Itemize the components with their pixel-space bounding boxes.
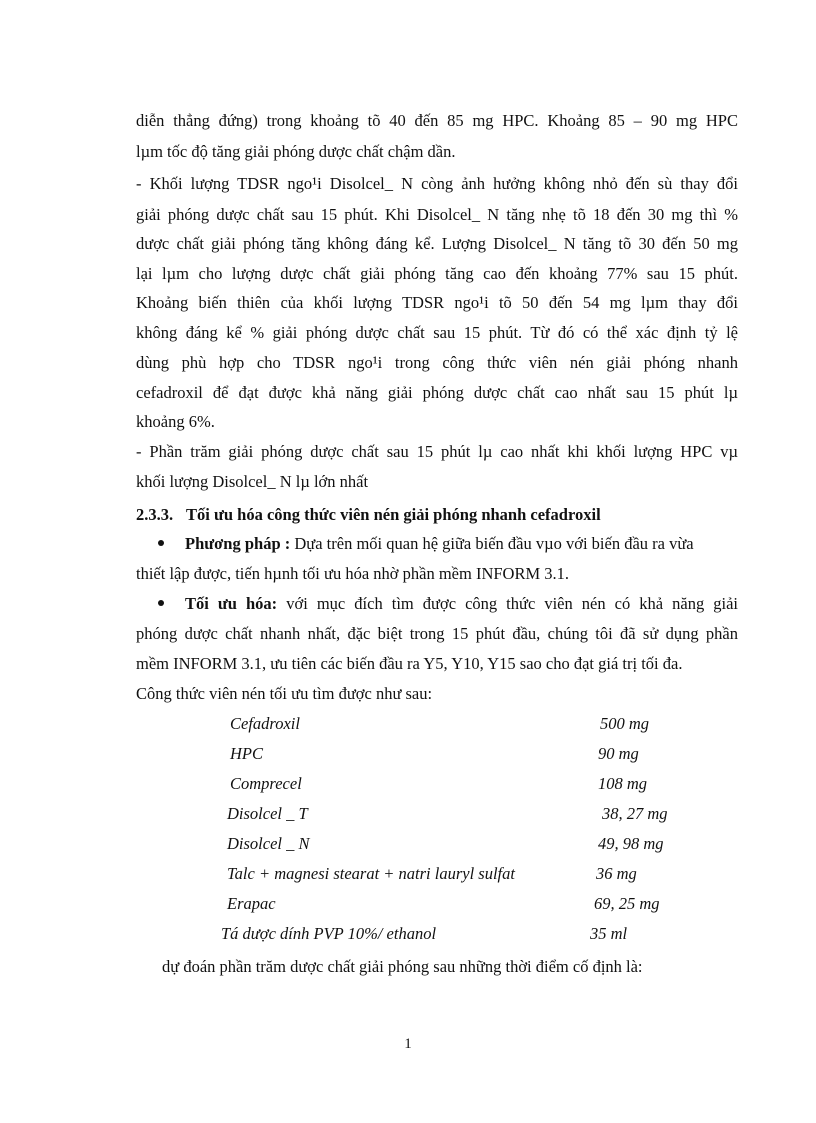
recipe-ingredient: Disolcel _ N xyxy=(227,834,310,853)
optimize-line xyxy=(185,592,738,616)
recipe-ingredient: Disolcel _ T xyxy=(227,804,308,823)
paragraph-line: khối lượng Disolcel_ N lµ lớn nhất xyxy=(136,472,369,491)
recipe-amount: 35 ml xyxy=(590,924,628,943)
recipe-amount: 36 mg xyxy=(596,864,637,883)
paragraph-line: khoảng 6%. xyxy=(136,412,215,431)
page-number: 1 xyxy=(404,1036,412,1052)
recipe-ingredient: Tá dược dính PVP 10%/ ethanol xyxy=(221,924,437,943)
recipe-ingredient: Comprecel xyxy=(230,774,302,793)
paragraph-line: lµm tốc độ tăng giải phóng dược chất chậm dần. xyxy=(136,142,456,161)
recipe-ingredient: Cefadroxil xyxy=(230,714,300,733)
paragraph-line: lại lµm cho lượng dược chất giải phóng tăng cao đến khoảng 77% sau 15 phút. xyxy=(136,264,738,283)
paragraph-line: Khoảng biến thiên của khối lượng TDSR ngo¹i tõ 50 đến 54 mg lµm thay đổi xyxy=(136,293,738,312)
recipe-ingredient: Talc + magnesi stearat + natri lauryl sulfat xyxy=(227,864,515,883)
closing-line: dự đoán phần trăm dược chất giải phóng sau những thời điểm cố định là: xyxy=(162,957,643,976)
optimize-label: Tối ưu hóa: xyxy=(185,594,278,613)
recipe-amount: 69, 25 mg xyxy=(594,894,660,913)
paragraph-line: dùng phù hợp cho TDSR ngo¹i trong công thức viên nén giải phóng nhanh xyxy=(136,353,738,372)
optimize-text: với mục đích tìm được công thức viên nén có khả năng giải xyxy=(277,594,738,613)
section-title: Tối ưu hóa công thức viên nén giải phóng nhanh cefadroxil xyxy=(186,505,601,524)
recipe-amount: 500 mg xyxy=(600,714,650,733)
recipe-amount: 90 mg xyxy=(598,744,639,763)
method-text: Dựa trên mối quan hệ giữa biến đầu vµo với biến đầu ra vừa xyxy=(290,534,694,553)
paragraph-line: cefadroxil để đạt được khả năng giải phóng dược chất cao nhất sau 15 phút lµ xyxy=(136,383,738,402)
paragraph-line: thiết lập được, tiến hµnh tối ưu hóa nhờ phần mềm INFORM 3.1. xyxy=(136,564,570,583)
paragraph-line: không đáng kể % giải phóng dược chất sau 15 phút. Từ đó có thể xác định tỷ lệ xyxy=(136,323,738,342)
method-label: Phương pháp : xyxy=(185,534,291,553)
paragraph-line: - Phần trăm giải phóng dược chất sau 15 phút lµ cao nhất khi khối lượng HPC vµ xyxy=(136,442,738,461)
paragraph-line: dược chất giải phóng tăng không đáng kể. Lượng Disolcel_ N tăng tõ 30 đến 50 mg xyxy=(136,234,738,253)
recipe-amount: 38, 27 mg xyxy=(602,804,668,823)
section-heading xyxy=(136,503,601,527)
recipe-ingredient: HPC xyxy=(230,744,263,763)
paragraph-line: phóng dược chất nhanh nhất, đặc biệt trong 15 phút đầu, chúng tôi đã sử dụng phần xyxy=(136,624,738,643)
section-number: 2.3.3. xyxy=(136,505,174,524)
method-line xyxy=(185,532,738,556)
recipe-amount: 49, 98 mg xyxy=(598,834,664,853)
recipe-amount: 108 mg xyxy=(598,774,648,793)
paragraph-line: mềm INFORM 3.1, ưu tiên các biến đầu ra Y5, Y10, Y15 sao cho đạt giá trị tối đa. xyxy=(136,654,683,673)
paragraph-line: giải phóng dược chất sau 15 phút. Khi Disolcel_ N tăng nhẹ tõ 18 đến 30 mg thì % xyxy=(136,205,738,224)
paragraph-line: diễn thẳng đứng) trong khoảng tõ 40 đến 85 mg HPC. Khoảng 85 – 90 mg HPC xyxy=(136,111,738,130)
recipe-ingredient: Erapac xyxy=(227,894,276,913)
paragraph-line: Công thức viên nén tối ưu tìm được như sau: xyxy=(136,684,433,703)
paragraph-line: - Khối lượng TDSR ngo¹i Disolcel_ N còng ảnh hưởng không nhỏ đến sù thay đổi xyxy=(136,174,738,193)
bullet-icon xyxy=(158,600,164,606)
bullet-icon xyxy=(158,540,164,546)
